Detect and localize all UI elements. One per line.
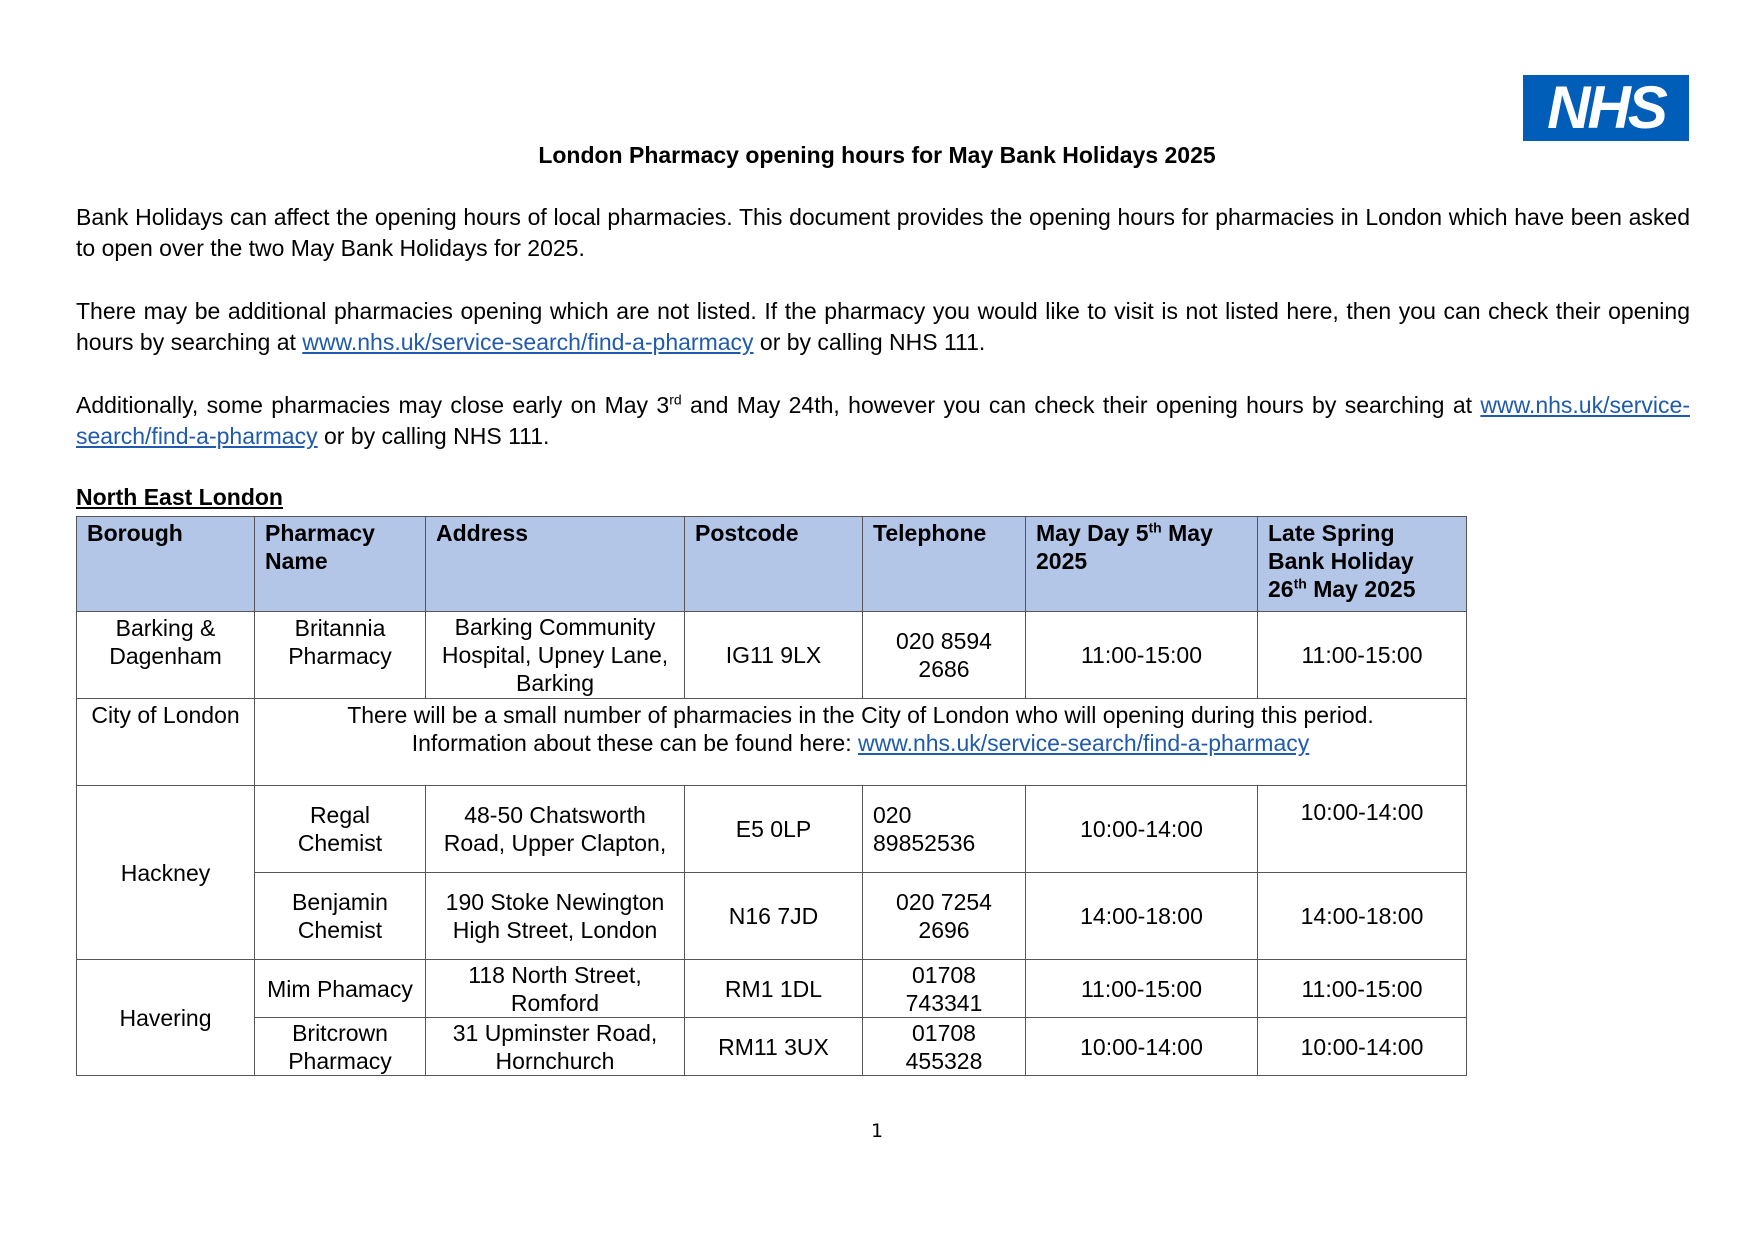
intro-paragraph-2 xyxy=(76,296,1690,358)
pharmacy-table xyxy=(76,516,1467,1076)
city-note-line-2 xyxy=(265,729,1456,757)
telephone-cell: 020 89852536 xyxy=(863,786,1026,873)
may-day-hours-cell: 10:00-14:00 xyxy=(1026,1018,1258,1076)
telephone-cell: 020 7254 2696 xyxy=(863,873,1026,960)
table-row xyxy=(77,960,1467,1018)
address-cell: 118 North Street, Romford xyxy=(426,960,685,1018)
borough-cell: City of London xyxy=(77,699,255,786)
postcode-cell: N16 7JD xyxy=(685,873,863,960)
header-may-day-text-2: May 2025 xyxy=(1036,520,1213,574)
may-day-hours-cell: 11:00-15:00 xyxy=(1026,612,1258,699)
pharmacy-name-cell: Britannia Pharmacy xyxy=(255,612,426,699)
telephone-cell: 020 8594 2686 xyxy=(863,612,1026,699)
header-late-spring-text-2: May 2025 xyxy=(1306,576,1416,602)
table-row xyxy=(77,612,1467,699)
header-late-spring-sup: th xyxy=(1293,575,1307,592)
late-spring-hours-cell: 10:00-14:00 xyxy=(1258,1018,1467,1076)
nhs-logo-text: NHS xyxy=(1547,74,1665,141)
header-late-spring-text: Late Spring Bank Holiday 26 xyxy=(1268,520,1414,602)
p3-text-after: or by calling NHS 111. xyxy=(317,423,550,449)
borough-cell: Hackney xyxy=(77,786,255,960)
header-address: Address xyxy=(426,517,685,612)
table-row xyxy=(77,873,1467,960)
intro-paragraph-3 xyxy=(76,390,1690,452)
borough-cell: Barking & Dagenham xyxy=(77,612,255,699)
pharmacy-name-cell: Mim Phamacy xyxy=(255,960,426,1018)
document-title: London Pharmacy opening hours for May Bank Holidays 2025 xyxy=(538,142,1216,168)
address-cell: Barking Community Hospital, Upney Lane, Barking xyxy=(426,612,685,699)
borough-cell: Havering xyxy=(77,960,255,1076)
late-spring-hours-cell: 11:00-15:00 xyxy=(1258,960,1467,1018)
address-cell: 48-50 Chatsworth Road, Upper Clapton, xyxy=(426,786,685,873)
telephone-cell: 01708 743341 xyxy=(863,960,1026,1018)
postcode-cell: E5 0LP xyxy=(685,786,863,873)
pharmacy-name-cell: Benjamin Chemist xyxy=(255,873,426,960)
may-day-hours-cell: 14:00-18:00 xyxy=(1026,873,1258,960)
late-spring-hours-cell: 11:00-15:00 xyxy=(1258,612,1467,699)
table-header-row xyxy=(77,517,1467,612)
header-telephone: Telephone xyxy=(863,517,1026,612)
pharmacy-name-cell: Britcrown Pharmacy xyxy=(255,1018,426,1076)
late-spring-hours-cell: 10:00-14:00 xyxy=(1258,786,1467,873)
telephone-cell: 01708 455328 xyxy=(863,1018,1026,1076)
table-row xyxy=(77,699,1467,786)
header-pharmacy-name: Pharmacy Name xyxy=(255,517,426,612)
intro-paragraph-1: Bank Holidays can affect the opening hours of local pharmacies. This document provides the opening hours for pharmacies in London which have been asked to open over the two May Bank Holidays for 2025. xyxy=(76,204,1690,261)
header-may-day-text: May Day 5 xyxy=(1036,520,1149,546)
city-of-london-note-cell xyxy=(255,699,1467,786)
postcode-cell: RM11 3UX xyxy=(685,1018,863,1076)
postcode-cell: IG11 9LX xyxy=(685,612,863,699)
table-row xyxy=(77,1018,1467,1076)
pharmacy-finder-link-2[interactable]: www.nhs.uk/service-search/find-a-pharmacy xyxy=(76,392,1690,449)
pharmacy-name-cell: Regal Chemist xyxy=(255,786,426,873)
address-cell: 190 Stoke Newington High Street, London xyxy=(426,873,685,960)
p3-superscript: rd xyxy=(669,391,682,408)
nhs-logo xyxy=(1523,75,1689,141)
section-heading: North East London xyxy=(76,484,283,510)
postcode-cell: RM1 1DL xyxy=(685,960,863,1018)
may-day-hours-cell: 11:00-15:00 xyxy=(1026,960,1258,1018)
header-late-spring xyxy=(1258,517,1467,612)
table-row xyxy=(77,786,1467,873)
p2-text-before: There may be additional pharmacies opening which are not listed. If the pharmacy you would like to visit is not listed here, then you can check their opening hours by searching at xyxy=(76,298,1690,355)
p3-text-before: Additionally, some pharmacies may close early on May 3 xyxy=(76,392,670,418)
late-spring-hours-cell: 14:00-18:00 xyxy=(1258,873,1467,960)
city-note-text: Information about these can be found here: xyxy=(411,730,859,756)
page-number: 1 xyxy=(870,1120,884,1142)
address-cell: 31 Upminster Road, Hornchurch xyxy=(426,1018,685,1076)
may-day-hours-cell: 10:00-14:00 xyxy=(1026,786,1258,873)
city-pharmacy-finder-link[interactable]: www.nhs.uk/service-search/find-a-pharmacy xyxy=(858,730,1310,756)
p2-text-after: or by calling NHS 111. xyxy=(753,329,986,355)
p3-text-middle: and May 24th, however you can check their opening hours by searching at xyxy=(681,392,1481,418)
header-borough: Borough xyxy=(77,517,255,612)
city-note-line-1: There will be a small number of pharmacies in the City of London who will opening during this period. xyxy=(347,702,1374,728)
header-may-day xyxy=(1026,517,1258,612)
pharmacy-finder-link[interactable]: www.nhs.uk/service-search/find-a-pharmacy xyxy=(302,329,754,355)
header-may-day-sup: th xyxy=(1148,519,1162,536)
header-postcode: Postcode xyxy=(685,517,863,612)
